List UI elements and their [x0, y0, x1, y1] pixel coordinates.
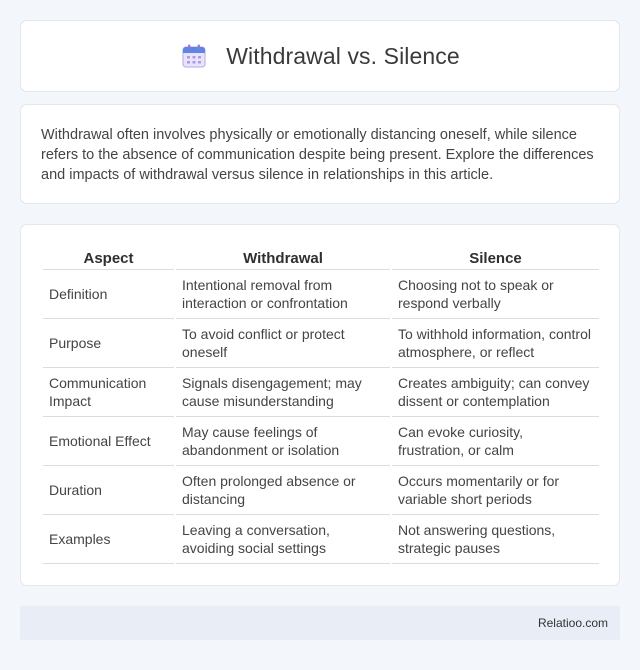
- cell-aspect: Communication Impact: [43, 368, 174, 417]
- comparison-table: [41, 245, 601, 564]
- cell-withdrawal: To avoid conflict or protect oneself: [176, 319, 390, 368]
- table-row: [43, 515, 599, 564]
- title-card: [20, 20, 620, 92]
- cell-silence: Can evoke curiosity, frustration, or calm: [392, 417, 599, 466]
- header-aspect: Aspect: [43, 245, 174, 270]
- cell-withdrawal: May cause feelings of abandonment or isolation: [176, 417, 390, 466]
- cell-silence: Occurs momentarily or for variable short periods: [392, 466, 599, 515]
- table-row: [43, 417, 599, 466]
- table-row: [43, 319, 599, 368]
- cell-aspect: Purpose: [43, 319, 174, 368]
- cell-withdrawal: Intentional removal from interaction or confrontation: [176, 270, 390, 319]
- cell-aspect: Duration: [43, 466, 174, 515]
- header-withdrawal: Withdrawal: [176, 245, 390, 270]
- calendar-icon: [180, 42, 208, 70]
- intro-paragraph: Withdrawal often involves physically or emotionally distancing oneself, while silence refers to the absence of communication despite being present. Explore the differences and impacts of withdrawal versus silence in relationships in this article.: [41, 127, 594, 183]
- cell-silence: Not answering questions, strategic pauses: [392, 515, 599, 564]
- cell-withdrawal: Signals disengagement; may cause misunderstanding: [176, 368, 390, 417]
- footer: [20, 606, 620, 640]
- cell-withdrawal: Often prolonged absence or distancing: [176, 466, 390, 515]
- table-header-row: [43, 245, 599, 270]
- page-title: Withdrawal vs. Silence: [226, 42, 460, 69]
- cell-aspect: Emotional Effect: [43, 417, 174, 466]
- cell-silence: Creates ambiguity; can convey dissent or contemplation: [392, 368, 599, 417]
- cell-silence: Choosing not to speak or respond verbally: [392, 270, 599, 319]
- intro-card: [20, 104, 620, 204]
- table-row: [43, 466, 599, 515]
- cell-aspect: Examples: [43, 515, 174, 564]
- footer-brand-link[interactable]: Relatioo.com: [537, 616, 608, 630]
- header-silence: Silence: [392, 245, 599, 270]
- table-row: [43, 368, 599, 417]
- cell-aspect: Definition: [43, 270, 174, 319]
- comparison-card: [20, 224, 620, 586]
- cell-withdrawal: Leaving a conversation, avoiding social settings: [176, 515, 390, 564]
- cell-silence: To withhold information, control atmosphere, or reflect: [392, 319, 599, 368]
- table-row: [43, 270, 599, 319]
